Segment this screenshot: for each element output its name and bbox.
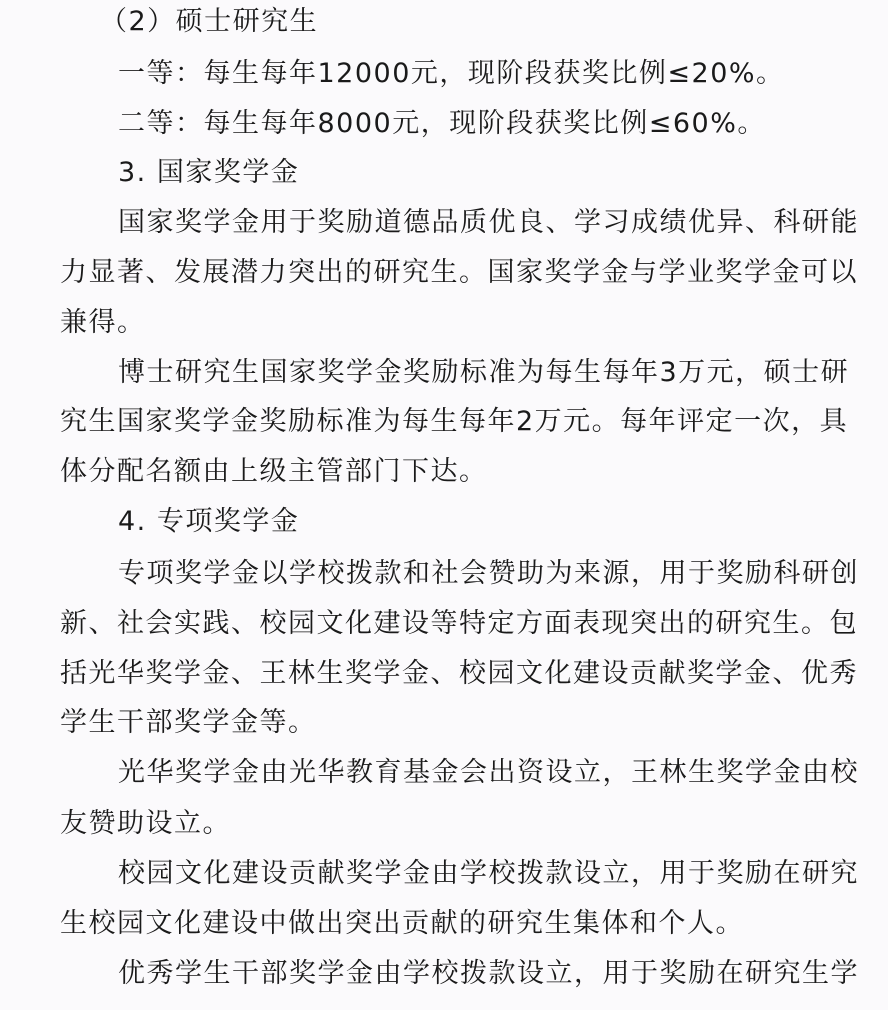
paragraph-line: 国家奖学金用于奖励道德品质优良、学习成绩优异、科研能 <box>118 207 859 238</box>
paragraph-line: 括光华奖学金、王林生奖学金、校园文化建设贡献奖学金、优秀 <box>60 658 858 689</box>
paragraph-line: 新、社会实践、校园文化建设等特定方面表现突出的研究生。包 <box>60 608 858 639</box>
paragraph-line: 生校园文化建设中做出突出贡献的研究生集体和个人。 <box>60 908 744 939</box>
second-class-line: 二等：每生每年8000元，现阶段获奖比例≤60%。 <box>118 108 766 139</box>
paragraph-line: 博士研究生国家奖学金奖励标准为每生每年3万元，硕士研 <box>118 357 850 388</box>
paragraph-line: 体分配名额由上级主管部门下达。 <box>60 456 488 487</box>
paragraph-line: 专项奖学金以学校拨款和社会赞助为来源，用于奖励科研创 <box>118 558 859 589</box>
paragraph-line: 友赞助设立。 <box>60 808 231 839</box>
paragraph-line: 兼得。 <box>60 307 146 338</box>
paragraph-line: 力显著、发展潜力突出的研究生。国家奖学金与学业奖学金可以 <box>60 257 858 288</box>
first-class-line: 一等：每生每年12000元，现阶段获奖比例≤20%。 <box>118 58 785 89</box>
subheading-master-students: （2）硕士研究生 <box>100 6 319 37</box>
heading-special-scholarship: 4. 专项奖学金 <box>118 506 300 537</box>
paragraph-line: 校园文化建设贡献奖学金由学校拨款设立，用于奖励在研究 <box>118 858 859 889</box>
paragraph-line: 光华奖学金由光华教育基金会出资设立，王林生奖学金由校 <box>118 757 859 788</box>
paragraph-line: 学生干部奖学金等。 <box>60 707 317 738</box>
heading-national-scholarship: 3. 国家奖学金 <box>118 157 300 188</box>
paragraph-line: 究生国家奖学金奖励标准为每生每年2万元。每年评定一次，具 <box>60 406 849 437</box>
paragraph-line: 优秀学生干部奖学金由学校拨款设立，用于奖励在研究生学 <box>118 958 859 989</box>
